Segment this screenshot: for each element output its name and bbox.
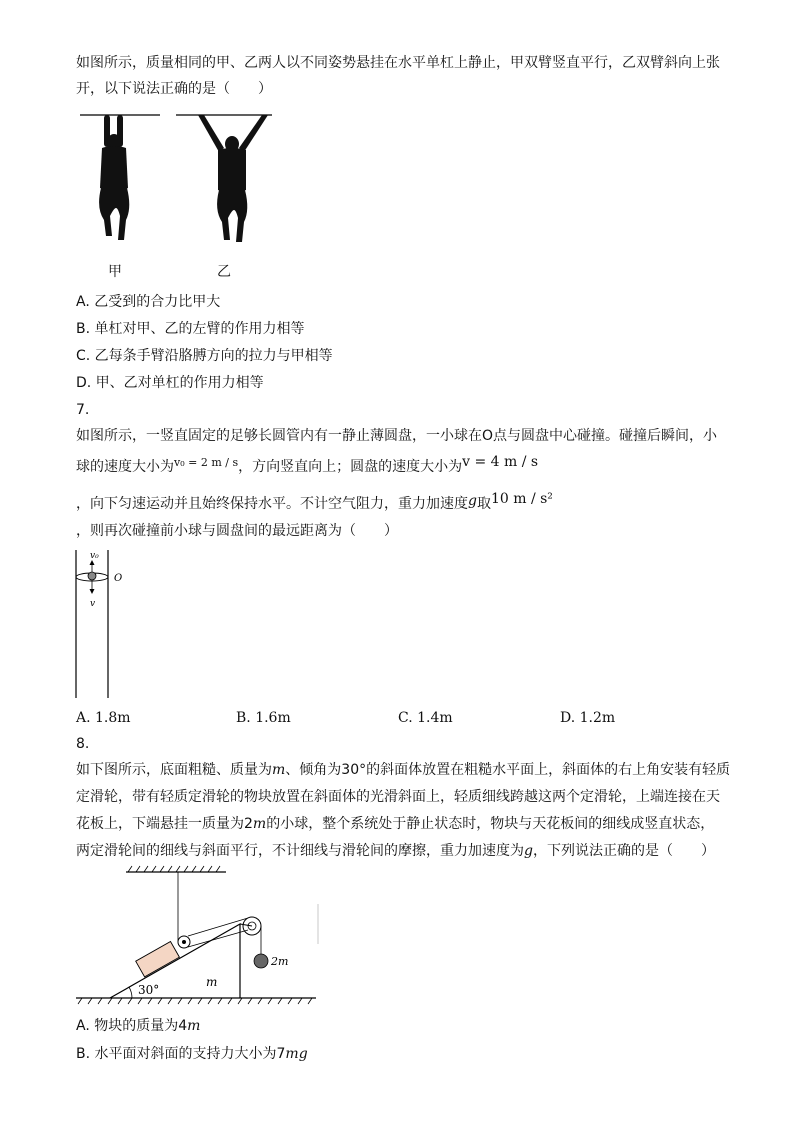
- q8-option-b: [76, 1044, 308, 1064]
- q7-stem-line3: [76, 491, 553, 514]
- q8-optB-text: B. 水平面对斜面的支持力大小为7: [76, 1046, 286, 1062]
- q8-optB-mg: mg: [285, 1046, 308, 1062]
- q8-line4a: 两定滑轮间的细线与斜面平行，不计细线与滑轮间的摩擦，重力加速度为: [76, 843, 524, 859]
- q8-stem-line4: [76, 841, 715, 861]
- q8-optA-text: A. 物块的质量为4: [76, 1018, 188, 1034]
- q6-stem-line1: 如图所示，质量相同的甲、乙两人以不同姿势悬挂在水平单杠上静止，甲双臂竖直平行，乙双臂斜向上张: [76, 55, 720, 71]
- q7-line3a: ，向下匀速运动并且始终保持水平。不计空气阻力，重力加速度: [76, 496, 468, 512]
- q8-stem-line3: [76, 814, 714, 834]
- q8-line1a: 如下图所示，底面粗糙、质量为: [76, 762, 272, 778]
- q7-stem-line2: [76, 454, 539, 478]
- q7-line3b: 取: [476, 496, 491, 512]
- q7-option-b: B. 1.6m: [236, 710, 291, 726]
- q7-line2b: ，方向竖直向上；圆盘的速度大小为: [238, 459, 463, 475]
- q7-fig-o-label: O: [114, 573, 123, 584]
- person-jia-silhouette: [99, 115, 129, 240]
- q7-g-value: 10 m / s²: [490, 491, 553, 507]
- q7-number: 7.: [76, 402, 90, 418]
- q8-fig-2m: 2m: [271, 955, 289, 968]
- q6-figure-label-yi: 乙: [217, 264, 231, 280]
- q6-option-d: D. 甲、乙对单杠的作用力相等: [76, 375, 264, 391]
- q6-figure-label-jia: 甲: [108, 264, 122, 280]
- q8-stem-line1: [76, 760, 730, 780]
- q8-m2-symbol: m: [252, 816, 267, 832]
- q6-stem-line2: 开，以下说法正确的是（ ）: [76, 81, 272, 97]
- q8-figure: [74, 864, 324, 1009]
- q8-fig-m: m: [206, 975, 218, 989]
- q8-optA-m: m: [187, 1018, 201, 1034]
- q8-stem-line2: 定滑轮，带有轻质定滑轮的物块放置在斜面体的光滑斜面上，轻质细线跨越这两个定滑轮，上端连接在天: [76, 789, 720, 805]
- q7-stem-line1: 如图所示，一竖直固定的足够长圆管内有一静止薄圆盘，一小球在O点与圆盘中心碰撞。碰撞后瞬间，小: [76, 428, 718, 444]
- person-yi-silhouette: [198, 115, 268, 242]
- q8-fig-angle: 30°: [138, 983, 160, 997]
- q7-v0-formula: v₀ = 2 m / s: [174, 456, 239, 469]
- q7-option-a: A. 1.8m: [76, 710, 131, 726]
- q6-option-c: C. 乙每条手臂沿胳膊方向的拉力与甲相等: [76, 348, 333, 364]
- incline-body: [110, 924, 240, 998]
- q6-option-b: B. 单杠对甲、乙的左臂的作用力相等: [76, 321, 305, 337]
- q8-line4b: ，下列说法正确的是（ ）: [532, 843, 715, 859]
- q7-stem-line4: ，则再次碰撞前小球与圆盘间的最远距离为（ ）: [76, 523, 398, 539]
- q8-number: 8.: [76, 736, 90, 752]
- q8-option-a: [76, 1016, 200, 1036]
- q7-option-c: C. 1.4m: [398, 710, 453, 726]
- q8-g-symbol: g: [524, 843, 533, 859]
- q7-line2a: 球的速度大小为: [76, 459, 174, 475]
- q8-line3a: 花板上，下端悬挂一质量为2: [76, 816, 253, 832]
- hanging-ball: [254, 954, 268, 968]
- q7-g-symbol: g: [468, 493, 477, 509]
- q7-option-d: D. 1.2m: [560, 710, 616, 726]
- q7-figure: [70, 546, 140, 701]
- q8-m-symbol: m: [272, 762, 286, 778]
- q7-v-formula: v = 4 m / s: [462, 454, 539, 470]
- ball-shape: [88, 572, 96, 580]
- q6-option-a: A. 乙受到的合力比甲大: [76, 294, 221, 310]
- q8-line3b: 的小球，整个系统处于静止状态时，物块与天花板间的细线成竖直状态，: [266, 816, 715, 832]
- q6-figure: [76, 108, 276, 283]
- q7-fig-v-label: v: [90, 599, 96, 609]
- q7-fig-v0-label: v₀: [90, 551, 99, 561]
- q8-line1b: 、倾角为30°的斜面体放置在粗糙水平面上，斜面体的右上角安装有轻质: [285, 762, 731, 778]
